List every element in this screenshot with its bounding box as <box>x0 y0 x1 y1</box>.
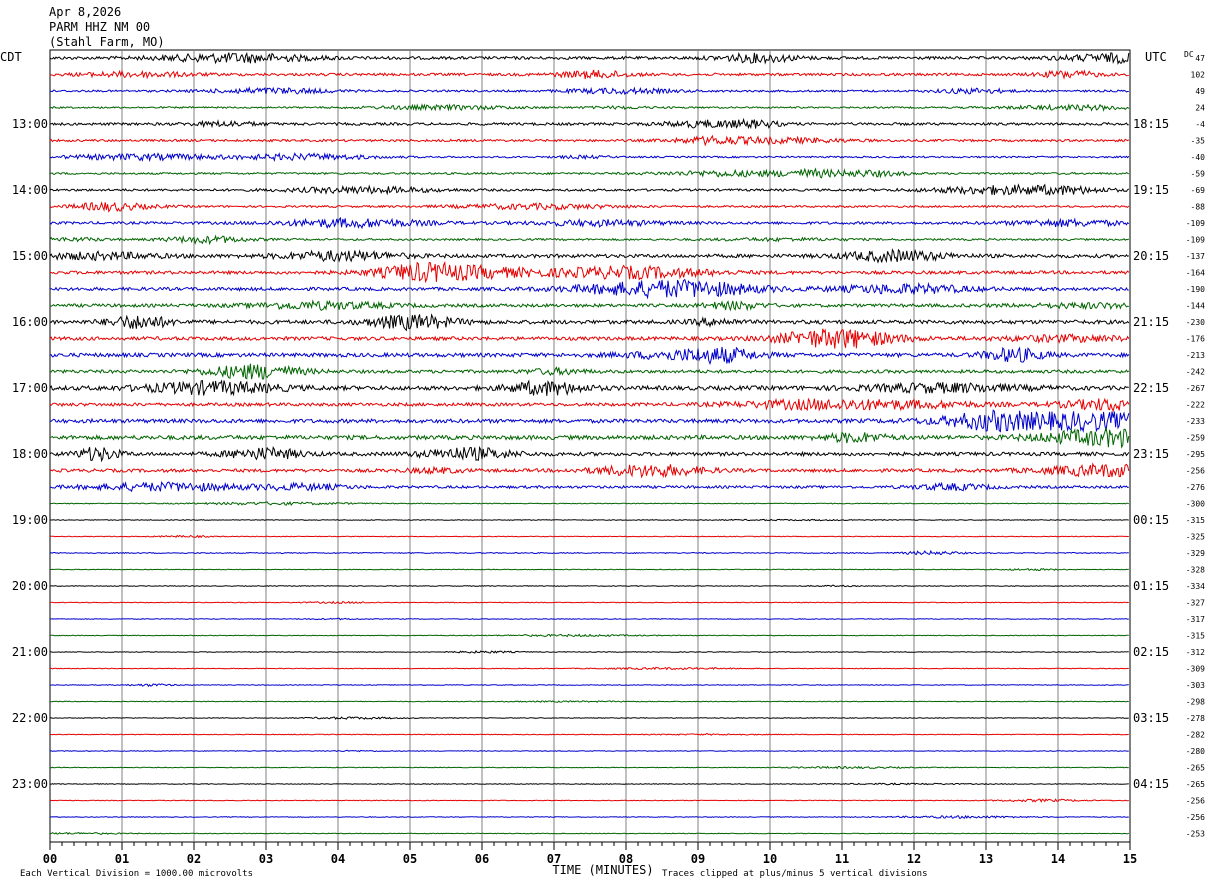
x-tick-label: 03 <box>258 852 274 866</box>
seismic-trace <box>50 364 1129 379</box>
dc-offset-label: -164 <box>1185 268 1205 278</box>
x-tick-label: 10 <box>762 852 778 866</box>
dc-offset-label: -280 <box>1185 747 1205 756</box>
seismic-trace <box>50 447 1129 461</box>
seismic-trace <box>50 799 1129 802</box>
seismic-trace <box>50 651 1129 653</box>
dc-offset-label: -213 <box>1185 351 1205 360</box>
cdt-hour-label: 20:00 <box>11 579 48 593</box>
dc-offset-label: -253 <box>1185 829 1205 839</box>
seismic-trace <box>50 263 1129 282</box>
seismic-trace <box>50 53 1129 64</box>
cdt-hour-label: 16:00 <box>11 315 48 329</box>
dc-offset-label: -144 <box>1185 301 1205 311</box>
seismic-trace <box>50 667 1129 669</box>
seismic-trace <box>50 301 1129 310</box>
cdt-hour-label: 23:00 <box>11 777 48 791</box>
seismic-trace <box>50 136 1129 145</box>
cdt-hour-label: 13:00 <box>11 117 48 131</box>
dc-offset-label: -256 <box>1185 796 1205 806</box>
utc-hour-label: 19:15 <box>1133 183 1170 197</box>
dc-offset-label: -295 <box>1185 450 1205 459</box>
dc-offset-label: -317 <box>1185 615 1205 624</box>
dc-offset-label: -267 <box>1185 384 1205 393</box>
utc-hour-label: 00:15 <box>1133 513 1170 527</box>
seismic-trace <box>50 169 1129 178</box>
dc-offset-label: -325 <box>1185 532 1205 542</box>
dc-offset-label: -265 <box>1185 780 1205 789</box>
dc-offset-label: -190 <box>1185 285 1205 294</box>
seismic-trace <box>50 618 1129 620</box>
seismic-trace <box>50 464 1129 477</box>
seismic-trace <box>50 314 1129 330</box>
dc-offset-label: -109 <box>1185 235 1205 245</box>
dc-offset-label: -282 <box>1185 730 1205 740</box>
cdt-hour-label: 22:00 <box>11 711 48 725</box>
dc-offset-label: -88 <box>1190 202 1205 212</box>
dc-offset-label: -4 <box>1195 120 1205 129</box>
seismic-trace <box>50 399 1129 411</box>
dc-offset-label: -312 <box>1185 648 1205 657</box>
seismic-trace <box>50 833 1129 835</box>
dc-offset-label: -276 <box>1185 483 1205 492</box>
seismic-trace <box>50 684 1129 686</box>
utc-hour-label: 04:15 <box>1133 777 1170 791</box>
header-location: (Stahl Farm, MO) <box>49 35 165 49</box>
header-station: PARM HHZ NM 00 <box>49 20 151 34</box>
dc-offset-label: -298 <box>1185 697 1205 707</box>
x-axis-title: TIME (MINUTES) <box>552 863 654 877</box>
cdt-hour-label: 15:00 <box>11 249 48 263</box>
seismic-trace <box>50 551 1129 555</box>
utc-hour-label: 20:15 <box>1133 249 1170 263</box>
utc-hour-label: 03:15 <box>1133 711 1170 725</box>
dc-offset-label: -329 <box>1185 549 1205 558</box>
header-date: Apr 8,2026 <box>49 5 122 19</box>
seismic-trace <box>50 88 1129 94</box>
dc-offset-label: -265 <box>1185 763 1205 773</box>
clip-note: Traces clipped at plus/minus 5 vertical divisions <box>662 869 928 879</box>
cdt-hour-label: 19:00 <box>11 513 48 527</box>
dc-offset-label: -303 <box>1185 681 1205 690</box>
seismic-trace <box>50 634 1129 636</box>
x-tick-label: 14 <box>1050 852 1066 866</box>
dc-offset-label: -300 <box>1185 499 1205 509</box>
seismic-trace <box>50 381 1129 396</box>
dc-offset-label: 49 <box>1195 87 1205 96</box>
trace-group <box>50 53 1129 835</box>
x-tick-label: 07 <box>546 852 562 866</box>
cdt-hour-label: 14:00 <box>11 183 48 197</box>
seismic-trace <box>50 280 1129 298</box>
dc-offset-label: -242 <box>1185 367 1205 377</box>
dc-offset-label: -327 <box>1185 598 1205 608</box>
dc-offset-label: -109 <box>1185 219 1205 228</box>
cdt-hour-label: 21:00 <box>11 645 48 659</box>
dc-offset-label: -176 <box>1185 334 1205 344</box>
utc-axis-label: UTC <box>1145 50 1167 64</box>
seismic-trace <box>50 783 1129 785</box>
seismic-trace <box>50 410 1129 431</box>
utc-hour-label: 21:15 <box>1133 315 1170 329</box>
seismic-trace <box>50 701 1129 702</box>
x-tick-label: 15 <box>1122 852 1138 866</box>
utc-hour-label: 01:15 <box>1133 579 1170 593</box>
dc-offset-label: -230 <box>1185 318 1205 327</box>
seismic-trace <box>50 536 1129 538</box>
dc-offset-label: 24 <box>1195 103 1205 113</box>
x-tick-label: 12 <box>906 852 922 866</box>
seismic-trace <box>50 482 1129 491</box>
dc-offset-label: -315 <box>1185 516 1205 525</box>
x-tick-label: 13 <box>978 852 994 866</box>
dc-offset-label: -259 <box>1185 433 1205 443</box>
seismic-trace <box>50 767 1129 769</box>
seismic-trace <box>50 750 1129 751</box>
seismic-trace <box>50 329 1129 349</box>
dc-offset-label: -69 <box>1190 186 1205 195</box>
seismic-trace <box>50 185 1129 196</box>
x-tick-label: 05 <box>402 852 418 866</box>
dc-offset-label: -233 <box>1185 417 1205 426</box>
seismic-trace <box>50 70 1129 79</box>
dc-offset-label: -222 <box>1185 400 1205 410</box>
dc-offset-label: -35 <box>1190 136 1205 146</box>
utc-hour-label: 22:15 <box>1133 381 1170 395</box>
dc-offset-label: -256 <box>1185 466 1205 476</box>
dc-offset-label: -59 <box>1190 169 1205 179</box>
dc-offset-label: -137 <box>1185 252 1205 261</box>
seismic-trace <box>50 250 1129 263</box>
dc-offset-label: -278 <box>1185 714 1205 723</box>
dc-label: DC <box>1184 50 1194 59</box>
dc-offset-label: -40 <box>1190 153 1205 162</box>
seismic-trace <box>50 218 1129 228</box>
x-tick-label: 01 <box>114 852 130 866</box>
seismic-trace <box>50 120 1129 129</box>
seismic-trace <box>50 569 1129 571</box>
x-tick-label: 00 <box>42 852 58 866</box>
dc-offset-label: -315 <box>1185 631 1205 641</box>
seismic-trace <box>50 602 1129 604</box>
seismic-trace <box>50 236 1129 244</box>
seismic-trace <box>50 734 1129 736</box>
dc-offset-label: 47 <box>1195 54 1205 63</box>
seismic-trace <box>50 105 1129 111</box>
plot-frame <box>50 50 1130 842</box>
scale-note: Each Vertical Division = 1000.00 microvolts <box>20 869 253 879</box>
dc-offset-label: -256 <box>1185 813 1205 822</box>
dc-offset-label: -309 <box>1185 664 1205 674</box>
cdt-hour-label: 17:00 <box>11 381 48 395</box>
dc-offset-label: 102 <box>1190 70 1205 80</box>
utc-hour-label: 02:15 <box>1133 645 1170 659</box>
seismic-trace <box>50 502 1129 505</box>
x-tick-label: 08 <box>618 852 634 866</box>
seismic-trace <box>50 153 1129 160</box>
seismic-trace <box>50 347 1129 364</box>
seismic-trace <box>50 202 1129 211</box>
seismic-trace <box>50 428 1129 447</box>
seismic-trace <box>50 816 1129 819</box>
cdt-hour-label: 18:00 <box>11 447 48 461</box>
x-tick-label: 06 <box>474 852 490 866</box>
x-tick-label: 09 <box>690 852 706 866</box>
seismic-trace <box>50 585 1129 586</box>
x-tick-label: 04 <box>330 852 346 866</box>
seismic-trace <box>50 519 1129 520</box>
seismic-trace <box>50 717 1129 719</box>
utc-hour-label: 23:15 <box>1133 447 1170 461</box>
cdt-axis-label: CDT <box>0 50 22 64</box>
dc-offset-label: -328 <box>1185 565 1205 575</box>
x-tick-label: 11 <box>834 852 850 866</box>
dc-offset-label: -334 <box>1185 582 1205 591</box>
x-tick-label: 02 <box>186 852 202 866</box>
utc-hour-label: 18:15 <box>1133 117 1170 131</box>
